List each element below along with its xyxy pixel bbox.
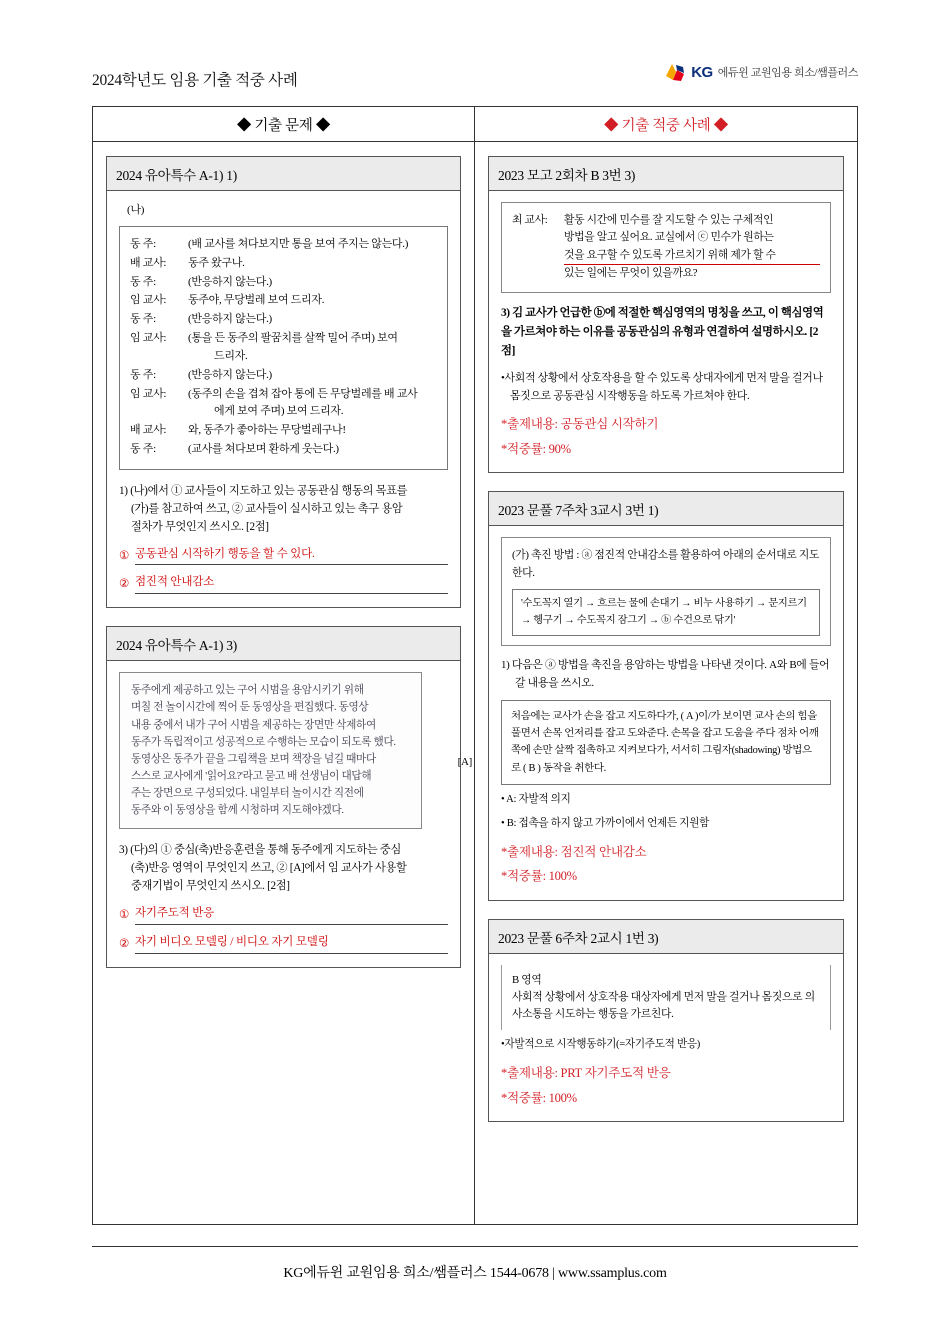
answer-row [119,574,448,594]
predicted-question: 3) 김 교사가 언급한 ⓑ에 적절한 핵심영역의 명칭을 쓰고, 이 핵심영역을 가르쳐야 하는 이유를 공동관심의 유형과 연결하여 설명하시오. [2점] [501,306,824,357]
speaker: 동 주: [130,368,156,381]
right-card-3-title: 2023 문풀 6주차 2교시 1번 3) [489,920,843,954]
left-column-header: ◆ 기출 문제 ◆ [93,107,474,142]
handwritten-note-wrap [119,672,472,829]
kg-logo-icon [664,62,686,82]
answer-b: • B: 접촉을 하지 않고 가까이에서 언제든 지원함 [501,817,710,829]
right-card-1-body [489,191,843,472]
dialogue-line [130,255,437,273]
speaker: 동 주: [130,238,156,251]
speech: (반응하지 않는다.) [188,275,272,288]
meta-hit-rate: *적중률: 100% [501,1090,577,1105]
right-card-2-title: 2023 문풀 7주차 3교시 3번 1) [489,492,843,526]
brand-kg-text: KG [691,63,713,81]
answer-bullet: •사회적 상황에서 상호작용을 할 수 있도록 상대자에게 먼저 말을 걸거나 몸짓으로 공동관심 시작행동을 하도록 가르쳐야 한다. [501,372,823,402]
answer-number: ① [119,549,130,562]
right-column-body [475,142,857,1150]
answer-number: ② [119,938,130,951]
answer-number: ① [119,909,130,922]
answer-number: ② [119,578,130,591]
dialogue-line [130,422,437,440]
meta-topic: *출제내용: PRT 자기주도적 반응 [501,1066,671,1081]
dialogue-line [130,367,437,385]
meta-hit-rate: *적중률: 90% [501,441,571,456]
left-card-2-body [107,661,472,967]
speech: 동주야, 무당벌레 보여 드리자. [188,294,325,307]
answer-note: •자발적으로 시작행동하기(=자기주도적 반응) [501,1039,701,1051]
note-line: 주는 장면으로 구성되었다. 내일부터 놀이시간 직전에 [131,788,364,800]
left-card-1 [106,156,461,608]
speaker: 최 교사: [512,214,548,226]
dialogue-line [512,212,820,283]
note-line: 스스로 교사에게 '읽어요?'라고 묻고 배 선생님이 대답해 [131,770,372,782]
passage-label: (나) [127,204,145,216]
note-line: 내용 중에서 내가 구어 시범을 제공하는 장면만 삭제하여 [131,719,376,731]
meta-topic: *출제내용: 점진적 안내감소 [501,844,647,859]
area-b-heading: B 영역 [512,973,542,986]
right-card-1 [488,156,844,473]
right-card-3 [488,919,844,1123]
answer-row [119,905,448,925]
dialogue-box [119,226,448,470]
question-text: 3) (다)의 ① 중심(축)반응훈련을 통해 동주에게 지도하는 중심 (축)반응 영역이 무엇인지 쓰고, ② [A]에서 임 교사가 사용할 중재기법이 무엇인지 쓰시오. [2점] [119,844,407,893]
speech: (교사를 쳐다보며 환하게 웃는다.) [188,442,339,455]
teacher-dialogue-box [501,202,831,293]
speaker: 동 주: [130,275,156,288]
speaker: 동 주: [130,442,156,455]
dialogue-line [130,386,437,422]
document-header [92,62,858,96]
page-title: 2024학년도 임용 기출 적중 사례 [92,72,298,89]
answer-a: • A: 자발적 의지 [501,793,571,805]
question-text: 1) (나)에서 ① 교사들이 지도하고 있는 공동관심 행동의 목표를 (가)를 참고하여 쓰고, ② 교사들이 실시하고 있는 촉구 용암 절차가 무엇인지 쓰시오. [2점] [119,484,408,533]
right-card-1-title: 2023 모고 2회차 B 3번 3) [489,157,843,191]
method-box [501,537,831,646]
dialogue-line [130,292,437,310]
left-card-2 [106,626,472,968]
answer-text: 공동관심 시작하기 행동을 할 수 있다. [135,546,448,566]
predicted-question: 1) 다음은 ⓐ 방법을 촉진을 용암하는 방법을 나타낸 것이다. A와 B에 들어갈 내용을 쓰시오. [501,659,830,689]
speaker: 임 교사: [130,294,167,307]
left-column [93,107,475,1224]
comparison-table [92,106,858,1225]
left-card-1-body [107,191,460,607]
dialogue-line [130,330,437,366]
right-column [475,107,857,1224]
meta-topic: *출제내용: 공동관심 시작하기 [501,417,659,432]
right-card-2 [488,491,844,900]
fill-in-box: 처음에는 교사가 손을 잡고 지도하다가, ( A )이/가 보이면 교사 손의 힘을 풀면서 손목 언저리를 잡고 도와준다. 손목을 잡고 도움을 주다 점차 어깨 쪽에 손만 살짝 접촉하고 지켜보다가, 서서히 그림자(shadowing) 방법으로 ( B ) 동작을 취한다. [501,700,831,785]
footer-divider [92,1246,858,1247]
note-line: 동영상은 동주가 끝을 그림책을 보며 책장을 넘길 때마다 [131,753,376,765]
answer-text: 점진적 안내감소 [135,574,448,594]
left-card-1-title: 2024 유아특수 A-1) 1) [107,157,460,191]
right-card-3-body [489,954,843,1122]
speaker: 임 교사: [130,332,167,345]
bracket-a-label: [A] [457,755,472,768]
speech: (반응하지 않는다.) [188,368,272,381]
brand-name-text: 에듀윈 교원임용 희소/쌤플러스 [717,67,858,79]
note-line: 동주에게 제공하고 있는 구어 시범을 용암시키기 위해 [131,685,364,697]
footer-text: KG에듀윈 교원임용 희소/쌤플러스 1544-0678 | www.ssamplus.com [283,1266,667,1281]
left-card-2-title: 2024 유아특수 A-1) 3) [107,627,460,661]
answer-text: 자기 비디오 모델링 / 비디오 자기 모델링 [135,934,448,954]
speaker: 배 교사: [130,256,167,269]
brand-logo [664,62,858,82]
dialogue-line [130,311,437,329]
answer-text: 자기주도적 반응 [135,905,448,925]
speech: (반응하지 않는다.) [188,313,272,326]
speech: 동주 왔구나. [188,256,245,269]
speech: (배 교사를 쳐다보지만 통을 보여 주지는 않는다.) [188,238,409,251]
left-column-body [93,142,474,996]
dialogue-line [130,236,437,254]
speech: (통을 든 동주의 팔꿈치를 살짝 밀어 주며) 보여 드리자. [188,332,398,362]
dialogue-line [130,274,437,292]
method-line: (가) 촉진 방법 : ⓐ 점진적 안내감소를 활용하여 아래의 순서대로 지도한다. [512,549,820,579]
note-line: 동주와 이 동영상을 함께 시청하며 지도해야겠다. [131,805,344,817]
right-column-header: ◆ 기출 적중 사례 ◆ [475,107,857,142]
dialogue-line [130,441,437,459]
speaker: 임 교사: [130,387,167,400]
speech: (동주의 손을 겹쳐 잡아 통에 든 무당벌레를 배 교사 에게 보여 주며) 보여 드리자. [188,387,418,418]
speaker: 동 주: [130,313,156,326]
speech: 와, 동주가 좋아하는 무당벌레구나! [188,424,346,437]
speaker: 배 교사: [130,424,167,437]
note-line: 며칠 전 놀이시간에 찍어 둔 동영상을 편집했다. 동영상 [131,702,369,714]
sequence-box: '수도꼭지 열기 → 흐르는 물에 손대기 → 비누 사용하기 → 문지르기 → 헹구기 → 수도꼭지 잠그기 → ⓑ 수건으로 닦기' [512,589,820,636]
answer-row [119,546,448,566]
note-line: 동주가 독립적이고 성공적으로 수행하는 모습이 되도록 했다. [131,736,396,748]
handwritten-note [119,672,422,829]
meta-hit-rate: *적중률: 100% [501,869,577,884]
right-card-2-body [489,526,843,899]
area-b-text: 사회적 상황에서 상호작용 대상자에게 먼저 말을 걸거나 몸짓으로 의사소통을 시도하는 행동을 가르친다. [512,990,815,1021]
answer-row [119,934,448,954]
area-b-box [501,965,831,1031]
speech: 활동 시간에 민수를 잘 지도할 수 있는 구체적인 방법을 알고 싶어요. 교실에서 ⓒ 민수가 원하는 것을 요구할 수 있도록 가르치기 위해 제가 할 수 있는 일에는 무엇이 있을까요? [564,212,820,283]
